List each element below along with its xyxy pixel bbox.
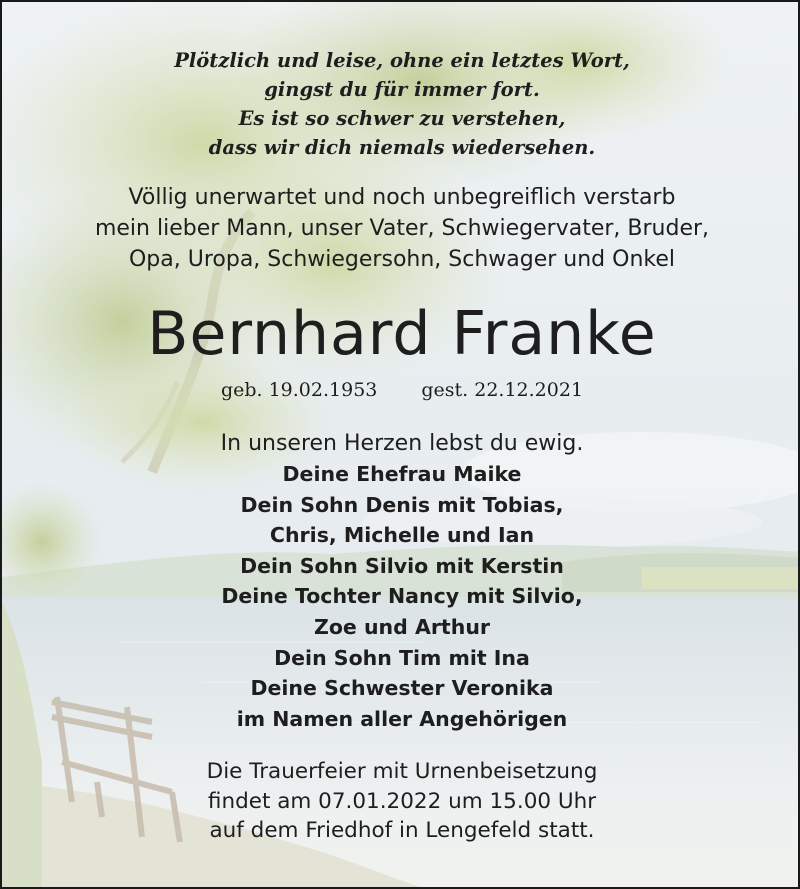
mourner-line: Dein Sohn Silvio mit Kerstin (240, 553, 564, 578)
intro-line: mein lieber Mann, unser Vater, Schwiegervater, Bruder, (94, 216, 710, 241)
mourner-line: Zoe und Arthur (313, 614, 491, 639)
death-date: gest. 22.12.2021 (421, 379, 584, 401)
obituary-text (2, 2, 800, 889)
intro-line: Opa, Uropa, Schwiegersohn, Schwager und Onkel (128, 247, 675, 272)
deceased-name: Bernhard Franke (147, 299, 657, 369)
mourner-line: Dein Sohn Tim mit Ina (274, 645, 530, 670)
ceremony-line: findet am 07.01.2022 um 15.00 Uhr (207, 788, 597, 814)
ceremony-line: auf dem Friedhof in Lengefeld statt. (209, 818, 595, 843)
poem-line: Plötzlich und leise, ohne ein letztes Wort, (174, 49, 630, 72)
mourner-line: Deine Tochter Nancy mit Silvio, (221, 584, 583, 609)
poem-line: gingst du für immer fort. (264, 78, 540, 101)
ceremony-line: Die Trauerfeier mit Urnenbeisetzung (206, 759, 598, 784)
life-dates (2, 374, 800, 406)
poem-line: dass wir dich niemals wiedersehen. (208, 136, 596, 159)
intro-line: Völlig unerwartet und noch unbegreiflich verstarb (128, 185, 676, 210)
funeral-details (2, 757, 800, 846)
poem-line: Es ist so schwer zu verstehen, (238, 107, 566, 130)
mourner-line: Chris, Michelle und Ian (269, 523, 535, 548)
poem (2, 46, 800, 162)
mourner-line: Deine Schwester Veronika (250, 676, 554, 701)
mourner-line: im Namen aller Angehörigen (236, 706, 568, 731)
mourner-line: Dein Sohn Denis mit Tobias, (240, 492, 564, 517)
mourner-line: Deine Ehefrau Maike (282, 462, 522, 486)
closing-line: In unseren Herzen lebst du ewig. (220, 431, 584, 456)
intro-text (2, 182, 800, 275)
mourners-list (2, 459, 800, 734)
birth-date: geb. 19.02.1953 (220, 379, 378, 401)
